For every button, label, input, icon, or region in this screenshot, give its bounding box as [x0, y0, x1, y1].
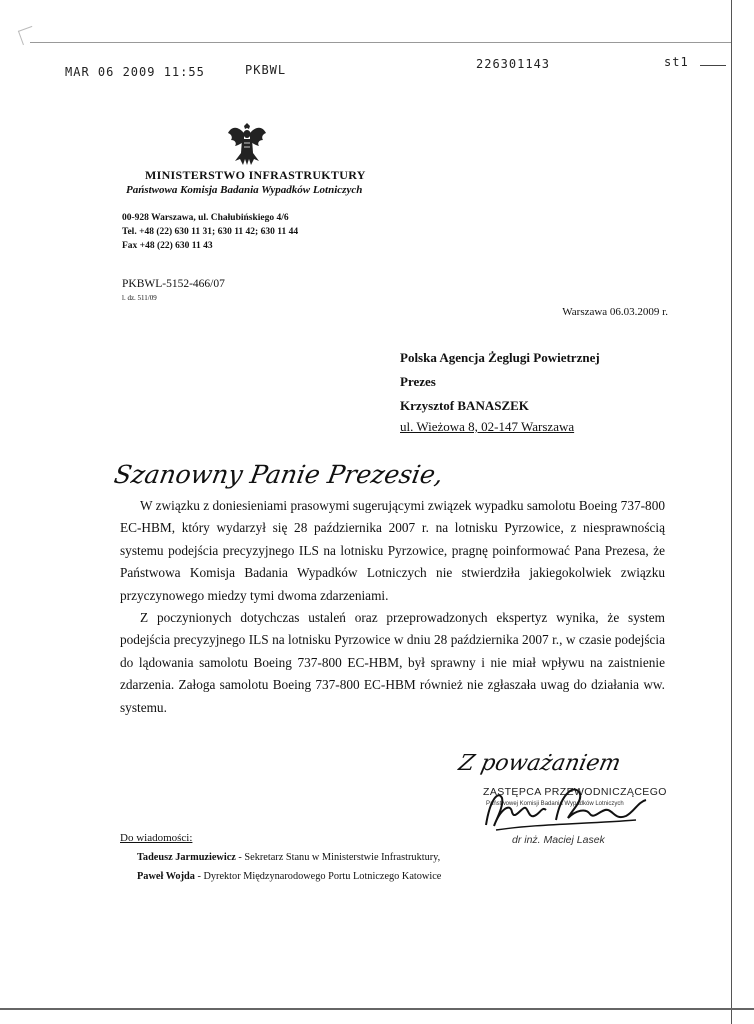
svg-text:Z poważaniem: Z poważaniem	[456, 750, 624, 776]
letter-body	[120, 495, 665, 719]
copy-recipient	[137, 871, 441, 882]
body-paragraph: W związku z doniesieniami prasowymi sugerującymi związek wypadku samolotu Boeing 737-800 EC-HBM, który wydarzył się 28 października 2007 r. na lotnisku Pyrzowice, z niesprawnością systemu podejścia precyzyjnego ILS na lotnisku Pyrzowice, pragnę poinformować Pana Prezesa, że Państwowa Komisja Badania Wypadków Lotniczych nie stwierdziła jakiegokolwiek związku przyczynowego miedzy tymi dwoma zdarzeniami.	[120, 498, 665, 603]
signer-name: dr inż. Maciej Lasek	[512, 834, 605, 846]
svg-text:Szanowny Panie Prezesie,: Szanowny Panie Prezesie,	[112, 460, 446, 489]
reference-number: PKBWL-5152-466/07	[122, 278, 225, 290]
agency-name: Państwowa Komisja Badania Wypadków Lotniczych	[126, 184, 363, 196]
body-paragraph: Z poczynionych dotychczas ustaleń oraz przeprowadzonych ekspertyz wynika, że system podejścia precyzyjnego ILS na lotnisku Pyrzowice w dniu 28 października 2007 r., w czasie podejścia do lądowania samolotu Boeing 737-800 EC-HBM, był sprawny i nie miał wpływu na zaistnienie zdarzenia. Załoga samolotu Boeing 737-800 EC-HBM również nie zgłaszała uwag do działania ww. systemu.	[120, 610, 665, 715]
scan-edge-right	[731, 0, 732, 1024]
place-date: Warszawa 06.03.2009 r.	[562, 306, 668, 318]
eagle-emblem-icon	[227, 121, 267, 167]
copy-recipient	[137, 852, 440, 863]
scan-edge-bottom	[0, 1008, 754, 1010]
fax-datetime: MAR 06 2009 11:55	[65, 65, 205, 79]
stamp-subtitle: Państwowej Komisji Badania Wypadków Lotniczych	[486, 801, 624, 807]
recipient-organization: Polska Agencja Żeglugi Powietrznej	[400, 350, 600, 365]
salutation	[112, 455, 446, 495]
sender-phone: Tel. +48 (22) 630 11 31; 630 11 42; 630 11 44	[122, 227, 299, 237]
fax-number: 226301143	[476, 57, 551, 71]
ministry-name: MINISTERSTWO INFRASTRUKTURY	[145, 168, 366, 182]
log-number: l. dz. 511/09	[122, 294, 157, 302]
recipient-name: Krzysztof BANASZEK	[400, 398, 529, 413]
copy-recipient-name: Tadeusz Jarmuziewicz	[137, 852, 236, 863]
sender-address: 00-928 Warszawa, ul. Chałubińskiego 4/6	[122, 213, 289, 223]
sender-fax: Fax +48 (22) 630 11 43	[122, 241, 213, 251]
signature	[476, 780, 656, 840]
fax-sender: PKBWL	[245, 63, 287, 77]
recipient-role: Prezes	[400, 374, 436, 389]
stamp-title: ZASTĘPCA PRZEWODNICZĄCEGO	[483, 786, 667, 798]
copy-recipient-role: - Sekretarz Stanu w Ministerstwie Infrastruktury,	[235, 852, 441, 863]
scan-edge-top	[30, 42, 732, 43]
copy-recipient-name: Paweł Wojda	[137, 871, 195, 882]
copy-recipient-role: - Dyrektor Międzynarodowego Portu Lotniczego Katowice	[194, 871, 442, 882]
recipient-address: ul. Wieżowa 8, 02-147 Warszawa	[400, 419, 575, 434]
fax-page-dash	[700, 65, 726, 66]
copies-heading: Do wiadomości:	[120, 832, 193, 844]
fax-page: st1	[664, 55, 689, 69]
